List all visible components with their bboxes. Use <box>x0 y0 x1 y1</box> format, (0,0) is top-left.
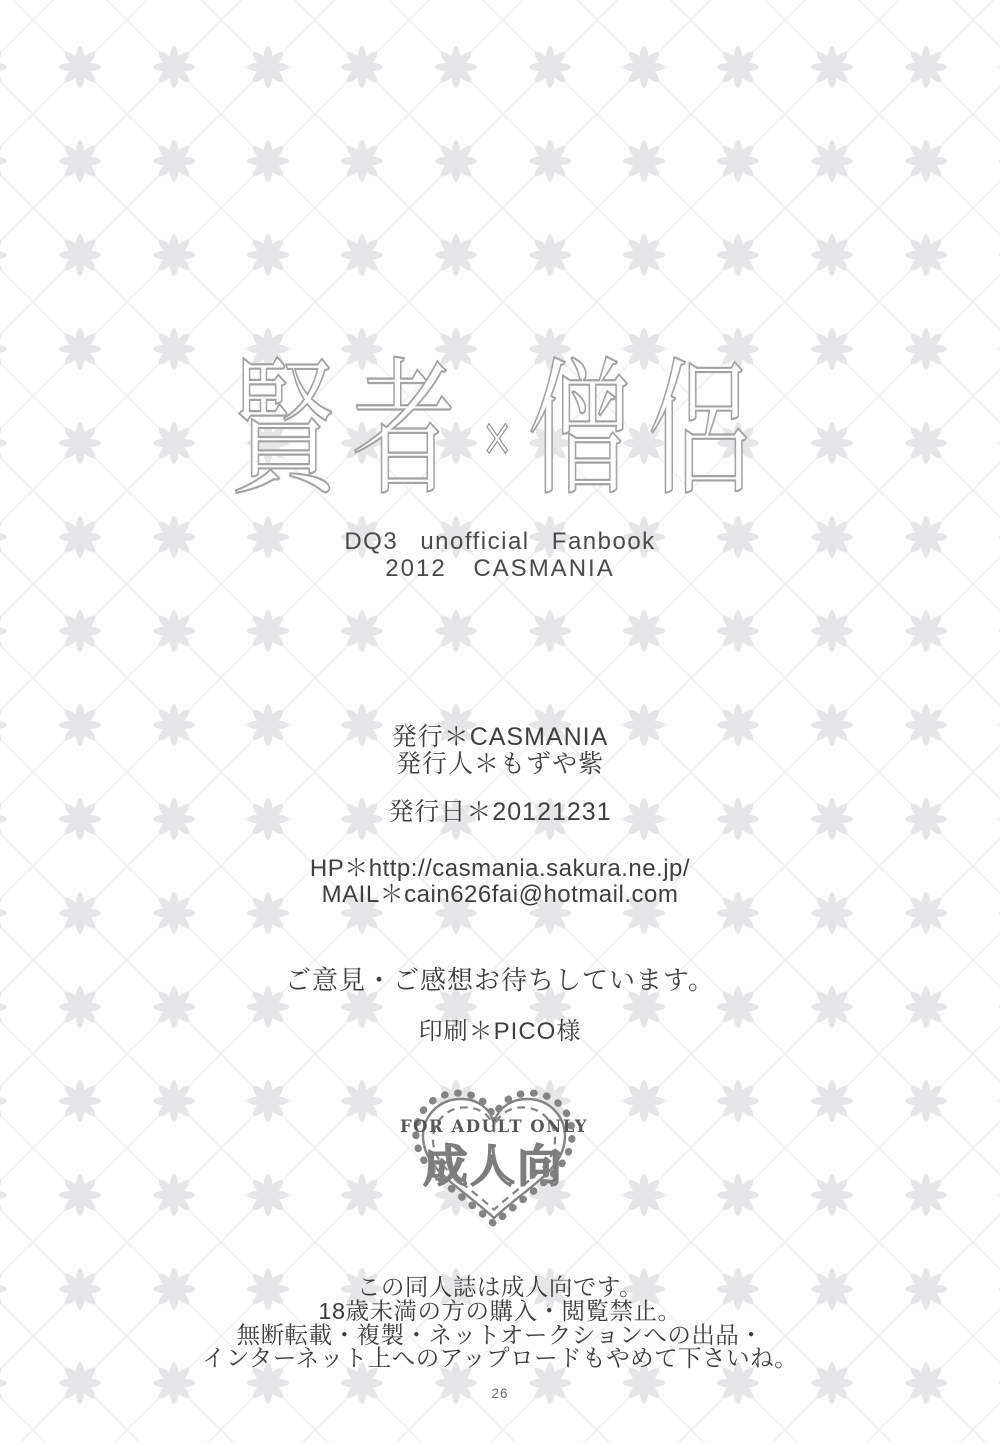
publisher-block <box>0 724 1000 778</box>
contact-block <box>0 856 1000 908</box>
publisher-line: 発行＊CASMANIA <box>391 723 609 751</box>
printer-line: 印刷＊PICO様 <box>418 1018 582 1045</box>
title-subtitle <box>0 528 1000 582</box>
feedback-line: ご意見・ご感想お待ちしています。 <box>285 965 715 995</box>
adult-only-heart-stamp <box>391 1086 597 1238</box>
warning-line-2: 18歳未満の方の購入・閲覧禁止。 <box>318 1297 682 1324</box>
subtitle-fanbook-line: DQ3 unofficial Fanbook <box>344 528 656 555</box>
mail-address-line: MAIL＊cain626fai@hotmail.com <box>321 881 679 908</box>
warning-line-4: インターネット上へのアップロードもやめて下さいね。 <box>201 1345 799 1372</box>
warning-line-3: 無断転載・複製・ネットオークションへの出品・ <box>236 1321 764 1348</box>
title-word-sage: 賢者 <box>231 344 473 516</box>
title-times-symbol: × <box>481 408 513 468</box>
subtitle-year-circle-line: 2012 CASMANIA <box>385 555 615 582</box>
book-title <box>150 346 850 522</box>
publish-date-line: 発行日＊20121231 <box>388 798 612 826</box>
page-number: 26 <box>491 1386 509 1401</box>
title-word-priest: 僧侶 <box>527 344 769 516</box>
age-restriction-warning <box>0 1276 1000 1371</box>
editor-line: 発行人＊もずや紫 <box>395 750 604 778</box>
warning-line-1: この同人誌は成人向です。 <box>356 1274 644 1300</box>
adult-stamp-japanese-text: 成人向 <box>423 1141 565 1192</box>
homepage-url-line: HP＊http://casmania.sakura.ne.jp/ <box>309 855 691 882</box>
adult-stamp-english-text: FOR ADULT ONLY <box>399 1117 589 1136</box>
